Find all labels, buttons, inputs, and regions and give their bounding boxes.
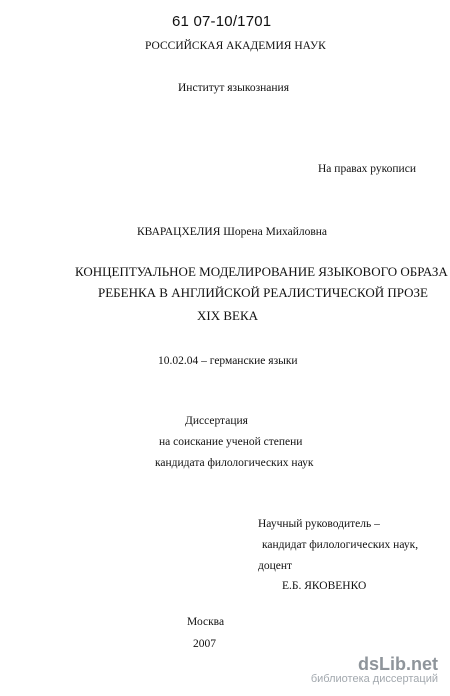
degree-line: Диссертация — [185, 415, 248, 427]
supervisor-line: Научный руководитель – — [258, 518, 380, 530]
watermark-logo: dsLib.net — [358, 653, 438, 674]
degree-line: кандидата филологических наук — [155, 457, 314, 469]
supervisor-line: доцент — [258, 560, 293, 572]
year: 2007 — [193, 638, 216, 650]
specialty-code: 10.02.04 – германские языки — [158, 355, 298, 367]
degree-line: на соискание ученой степени — [159, 436, 303, 448]
supervisor-line: кандидат филологических наук, — [262, 539, 419, 551]
watermark — [311, 655, 438, 686]
institute-name: Институт языкознания — [178, 82, 289, 94]
dissertation-title-line: КОНЦЕПТУАЛЬНОЕ МОДЕЛИРОВАНИЕ ЯЗЫКОВОГО ОБРАЗА — [75, 264, 448, 279]
manuscript-rights-note: На правах рукописи — [318, 163, 416, 175]
academy-name: РОССИЙСКАЯ АКАДЕМИЯ НАУК — [145, 40, 326, 52]
city: Москва — [187, 616, 225, 628]
dissertation-title-line: XIX ВЕКА — [197, 308, 259, 323]
registration-number: 61 07-10/1701 — [172, 13, 272, 30]
author-name: КВАРАЦХЕЛИЯ Шорена Михайловна — [137, 226, 328, 238]
watermark-tagline: библиотека диссертаций — [310, 672, 438, 685]
supervisor-name: Е.Б. ЯКОВЕНКО — [282, 580, 367, 592]
dissertation-title-line: РЕБЕНКА В АНГЛИЙСКОЙ РЕАЛИСТИЧЕСКОЙ ПРОЗЕ — [98, 285, 428, 300]
